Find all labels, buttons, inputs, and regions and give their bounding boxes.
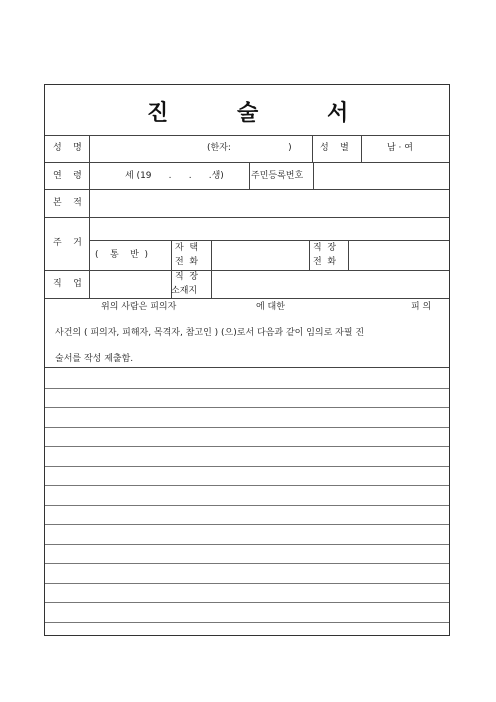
address-label: 주 거 [53, 238, 82, 248]
origin-input[interactable] [90, 190, 449, 217]
statement-line-1a: 위의 사람은 피의자 [101, 302, 177, 312]
divider [361, 135, 362, 162]
name-label: 성 명 [53, 143, 82, 153]
home-phone-label-2: 전 화 [175, 257, 199, 267]
divider [89, 240, 449, 241]
name-hanja-field[interactable]: (한자: ) [207, 143, 292, 153]
ruled-line [45, 583, 449, 584]
divider [249, 162, 250, 189]
ruled-line [45, 602, 449, 603]
ruled-line [45, 407, 449, 408]
sex-label: 성 별 [320, 143, 349, 153]
age-value-field[interactable]: 세 (19 . . .생) [125, 171, 224, 181]
divider [348, 240, 349, 270]
statement-line-1c: 피 의 [411, 302, 432, 312]
statement-form [44, 84, 450, 636]
ruled-line [45, 427, 449, 428]
statement-line-2: 사건의 ( 피의자, 피해자, 목격자, 참고인 ) (으)로서 다음과 같이 임의로 자필 진 [55, 328, 365, 338]
title-char-1: 진 [147, 101, 169, 126]
divider [45, 298, 449, 299]
divider [312, 135, 313, 162]
work-phone-label-1: 직 장 [313, 243, 337, 253]
statement-line-1b: 에 대한 [256, 302, 285, 312]
age-label: 연 령 [53, 171, 82, 181]
divider [309, 240, 310, 270]
work-address-label-1: 직 장 [175, 272, 199, 282]
rrn-label: 주민등록번호 [251, 171, 304, 181]
divider [45, 135, 449, 136]
ruled-line [45, 446, 449, 447]
origin-label: 본 적 [53, 198, 82, 208]
ruled-line [45, 466, 449, 467]
rrn-input[interactable] [314, 163, 449, 189]
sex-value-field[interactable]: 남 · 여 [387, 143, 413, 153]
address-input[interactable] [90, 218, 449, 240]
writing-area[interactable] [45, 368, 449, 635]
title-char-2: 술 [237, 101, 259, 126]
tongban-field[interactable]: ( 통 반 ) [95, 250, 149, 260]
ruled-line [45, 485, 449, 486]
statement-line-3: 술서를 작성 제출함. [55, 354, 134, 364]
ruled-line [45, 505, 449, 506]
title-char-3: 서 [327, 101, 349, 126]
home-phone-label-1: 자 택 [175, 243, 199, 253]
ruled-line [45, 524, 449, 525]
divider [45, 270, 449, 271]
work-phone-label-2: 전 화 [313, 257, 337, 267]
divider [211, 240, 212, 298]
ruled-line [45, 544, 449, 545]
job-label: 직 업 [53, 279, 82, 289]
ruled-line [45, 622, 449, 623]
ruled-line [45, 388, 449, 389]
ruled-line [45, 563, 449, 564]
work-address-label-2: 소재지 [171, 286, 198, 296]
